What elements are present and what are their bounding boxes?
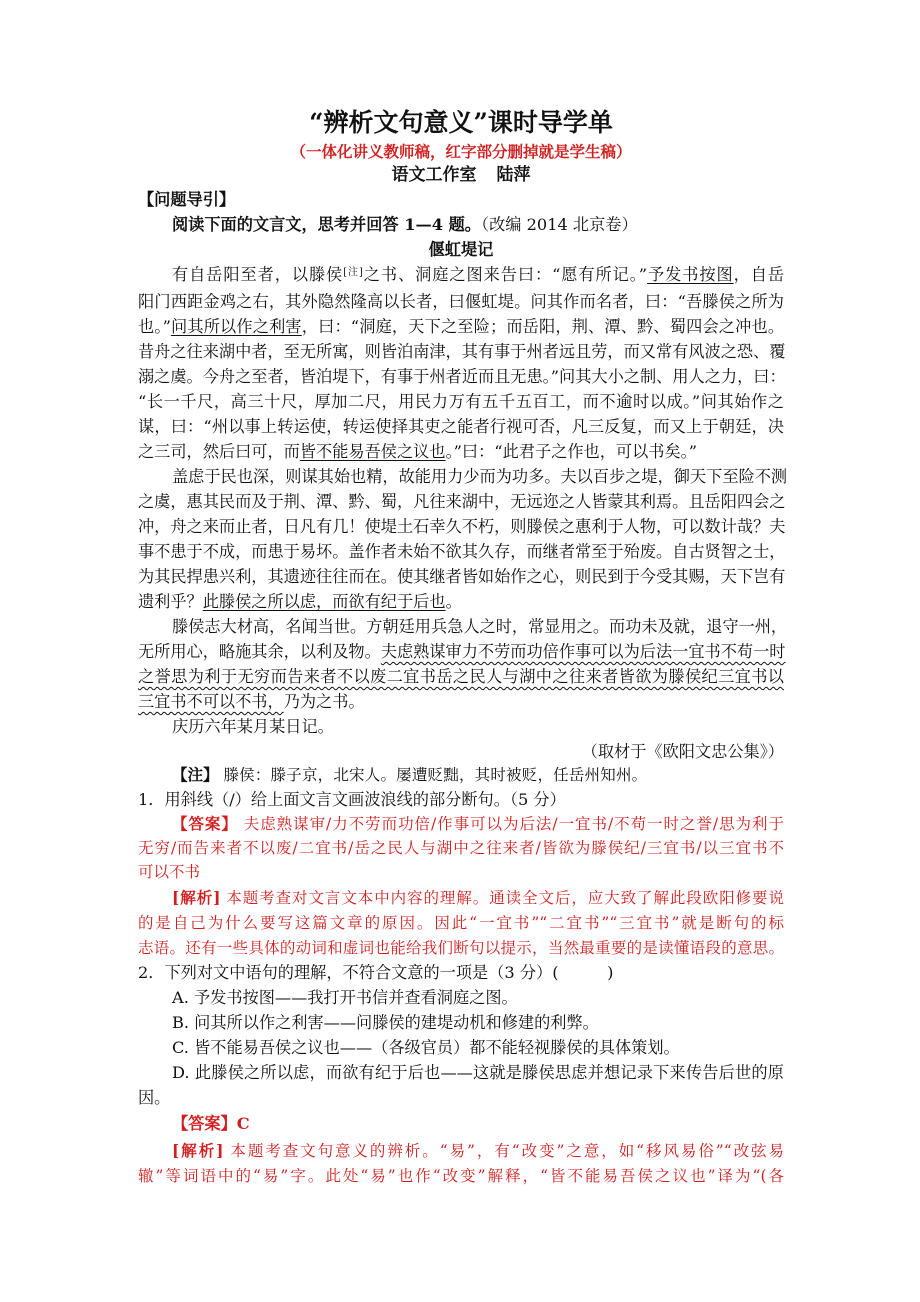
q1-analysis: [解析] 本题考查对文言文本中内容的理解。通读全文后，应大致了解此段欧阳修要说 xyxy=(172,888,784,907)
wavy-underline-text: 之誉思为利于无穷而告来者不以废二宜书岳之民人与湖中之往来者皆欲为滕侯纪三宜书以 xyxy=(138,667,784,686)
note-marker: [注] xyxy=(343,267,363,278)
author-line: 语文工作室 陆萍 xyxy=(391,165,531,185)
q1-answer: 【答案】 夫虑熟谋审/力不劳而功倍/作事可以为后法/一宜书/不苟一时之誉/思为利于 xyxy=(172,814,784,833)
note-text: 滕侯：滕子京，北宋人。屡遭贬黜，其时被贬，任岳州知州。 xyxy=(223,766,648,784)
passage-line: 溺之虞。今舟之至者，皆泊堤下，有事于州者近而且无患。”问其大小之制、用人之力，曰： xyxy=(138,367,786,386)
instruction xyxy=(138,213,784,237)
passage-line: 遗利乎？此滕侯之所以虑，而欲有纪于后也。 xyxy=(138,592,462,611)
passage-line: “长一千尺，高三十尺，厚加二尺，用民力万有五千五百工，而不逾时以成。”问其始作之 xyxy=(138,392,784,411)
passage-source: （取材于《欧阳文忠公集》） xyxy=(581,742,784,761)
footnote xyxy=(138,763,784,787)
underlined-phrase: 皆不能易吾侯之议也 xyxy=(299,442,446,461)
passage-line: 阳门西距金鸡之右，其外隐然隆高以长者，曰偃虹堤。问其作而名者，曰：“吾滕侯之所为 xyxy=(138,292,784,311)
q2-analysis-line: 辙”等词语中的“易”字。此处“易”也作“改变”解释，“皆不能易吾侯之议也”译为“(各 xyxy=(138,1167,784,1185)
instruction-bold: 阅读下面的文言文，思考并回答 1—4 题。 xyxy=(172,215,481,234)
instruction-source: （改编 2014 北京卷） xyxy=(480,215,638,234)
underlined-phrase: 予发书按图 xyxy=(647,265,734,284)
option-d-cont: 因。 xyxy=(138,1088,171,1107)
q2-answer xyxy=(138,1112,784,1136)
q1-analysis-line: 的是自己为什么要写这篇文章的原因。因此“一宜书”“二宜书”“三宜书”就是断句的标 xyxy=(138,914,784,932)
section-label: 【问题导引】 xyxy=(138,190,236,209)
passage-line: 为其民捍患兴利，其遗迹往往而在。使其继者皆如始作之心，则民到于今受其赐，天下岂有 xyxy=(138,567,786,586)
passage-line: 昔舟之往来湖中者，至无所寓，则皆泊南津，其有事于州者远且劳，而又常有风波之恐、覆 xyxy=(138,342,786,361)
option-b: B. 问其所以作之利害——问滕侯的建堤动机和修建的利弊。 xyxy=(172,1013,599,1032)
question-2-stem: 2．下列对文中语句的理解，不符合文意的一项是（3 分）( ) xyxy=(138,963,614,982)
passage-line: 滕侯志大材高，名闻当世。方朝廷用兵急人之时，常显用之。而功未及就，退守一州， xyxy=(172,617,788,636)
page-subtitle: （一体化讲义教师稿，红字部分删掉就是学生稿） xyxy=(290,142,632,161)
passage-line: 也。”问其所以作之利害，曰：“洞庭，天下之至险；而岳阳，荆、潭、黔、蜀四会之冲也。 xyxy=(138,317,785,336)
passage-line xyxy=(138,665,784,689)
passage-line: 之三司，然后曰可，而皆不能易吾侯之议也。”曰：“此君子之作也，可以书矣。” xyxy=(138,442,698,461)
passage-line: 事不患于不成，而患于易坏。盖作者未始不欲其久存，而继者常至于殆废。自古贤智之士， xyxy=(138,542,786,561)
page-title: “辨析文句意义”课时导学单 xyxy=(309,108,613,137)
analysis-label: [解析] xyxy=(172,1141,224,1160)
wavy-underline-text: 夫虑熟谋审力不劳而功倍作事可以为后法一宜书不苟一时 xyxy=(380,642,786,661)
answer-label: 【答案】 xyxy=(172,814,238,833)
passage-line: 有自岳阳至者，以滕侯[注]之书、洞庭之图来告曰：“愿有所记。”予发书按图，自岳 xyxy=(172,265,785,284)
underlined-phrase: 此滕侯之所以虑，而欲有纪于后也 xyxy=(202,592,446,611)
passage-line: 盖虑于民也深，则谋其始也精，故能用力少而为功多。夫以百步之堤，御天下至险不测 xyxy=(172,467,788,486)
q1-answer-line: 可以不书 xyxy=(138,863,201,881)
analysis-label: [解析] xyxy=(172,888,221,907)
passage-line: 三宜书不可以不书，乃为之书。 xyxy=(138,692,365,711)
wavy-underline-text: 三宜书不可以不书， xyxy=(138,692,284,711)
q2-analysis: [解析] 本题考查文句意义的辨析。“易”，有“改变”之意，如“移风易俗”“改弦易 xyxy=(172,1141,784,1160)
answer-label: 【答案】 xyxy=(172,1114,237,1133)
passage-title: 偃虹堤记 xyxy=(428,240,494,259)
underlined-phrase: 问其所以作之利害 xyxy=(170,317,302,336)
q1-analysis-line: 志语。还有一些具体的动词和虚词也能给我们断句以提示，当然最重要的是读懂语段的意思。 xyxy=(138,939,784,957)
passage-date-line: 庆历六年某月某日记。 xyxy=(172,717,334,736)
passage-line: 之虞，惠其民而及于荆、潭、黔、蜀，凡往来湖中，无远迩之人皆蒙其利焉。且岳阳四会之 xyxy=(138,492,786,511)
question-1-stem: 1．用斜线（/）给上面文言文画波浪线的部分断句。（5 分） xyxy=(138,790,566,809)
option-d: D. 此滕侯之所以虑，而欲有纪于后也——这就是滕侯思虑并想记录下来传告后世的原 xyxy=(172,1063,784,1082)
passage-line: 无所用心，略施其余，以利及物。夫虑熟谋审力不劳而功倍作事可以为后法一宜书不苟一时 xyxy=(138,642,786,661)
option-a: A. 予发书按图——我打开书信并查看洞庭之图。 xyxy=(172,988,518,1007)
passage-line: 谋，曰：“州以事上转运使，转运使择其吏之能者行视可否，凡三反复，而又上于朝廷，决 xyxy=(138,417,784,436)
passage-line: 冲，舟之来而止者，日凡有几！使堤土石幸久不朽，则滕侯之惠利于人物，可以数计哉？夫 xyxy=(138,517,786,536)
option-c: C. 皆不能易吾侯之议也——（各级官员）都不能轻视滕侯的具体策划。 xyxy=(172,1038,680,1057)
answer-value: C xyxy=(236,1114,250,1133)
q1-answer-line: 无穷/而告来者不以废/二宜书/岳之民人与湖中之往来者/皆欲为滕侯纪/三宜书/以三宜书不 xyxy=(138,839,784,857)
note-label: 【注】 xyxy=(172,765,219,784)
